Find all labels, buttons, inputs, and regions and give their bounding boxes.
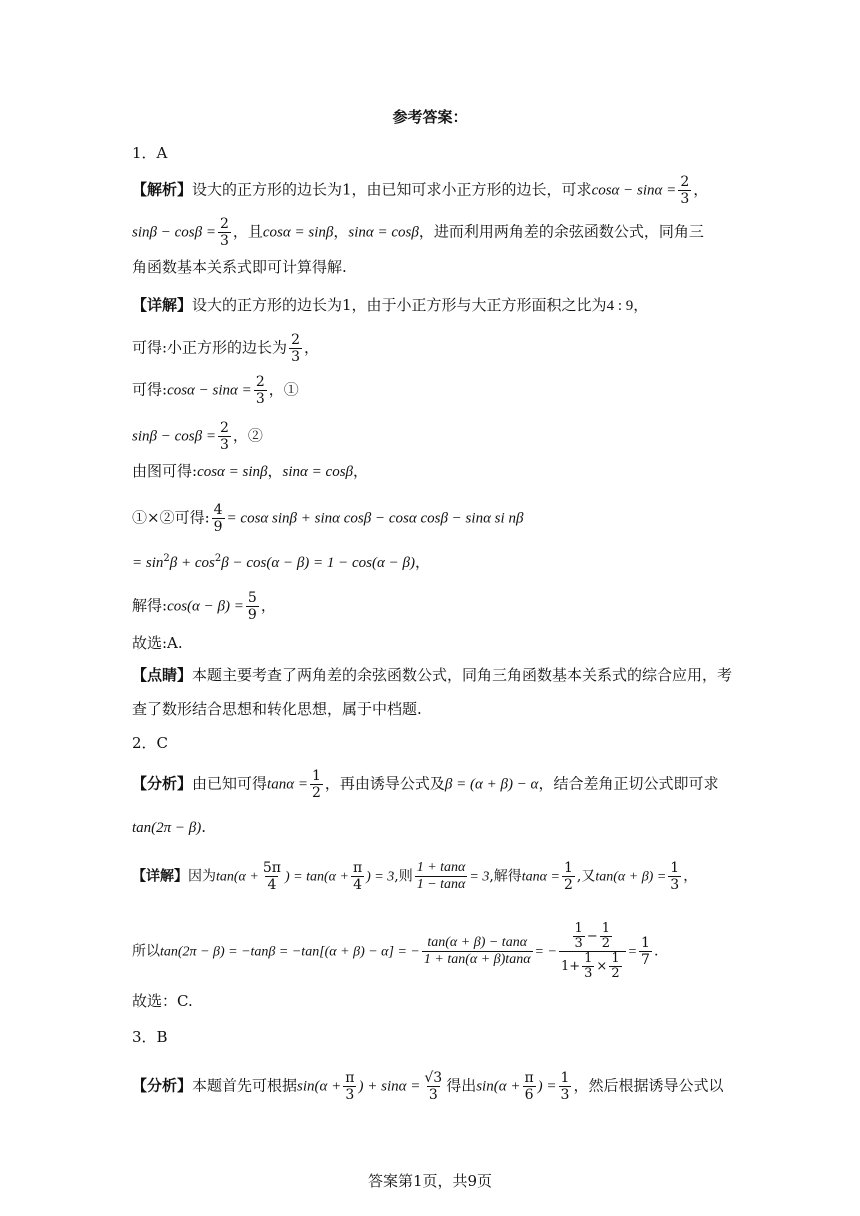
text: ，① <box>268 380 299 399</box>
q1-detail-line5: 由图可得:cosα = sinβ，sinα = cosβ， <box>132 462 369 480</box>
analysis-tag: 【解析】 <box>132 180 193 199</box>
text: 由图可得: <box>132 462 198 480</box>
denominator: 2 <box>611 966 620 981</box>
numerator: 5π <box>262 860 281 876</box>
fraction <box>246 590 259 623</box>
fraction <box>562 860 575 893</box>
math: = <box>627 944 638 960</box>
fraction <box>559 1070 572 1103</box>
fraction <box>600 922 612 951</box>
fraction <box>678 174 691 207</box>
math: = − <box>534 944 557 960</box>
q2-detail-line1 <box>132 860 732 893</box>
fraction <box>573 922 585 951</box>
denominator: 3 <box>345 1087 355 1103</box>
fraction <box>522 1070 535 1103</box>
numerator: 2 <box>680 174 690 190</box>
text: 所以 <box>132 943 160 960</box>
denominator: 3 <box>560 1087 570 1103</box>
numerator: 1 + tanα <box>416 860 466 875</box>
q3-number: 3．B <box>132 1028 168 1046</box>
text: ， <box>260 596 276 615</box>
numerator: π <box>524 1070 534 1086</box>
q2-detail-line2 <box>132 922 732 981</box>
comment-tag: 【点睛】 <box>132 666 193 684</box>
text: 设大的正方形的边长为1，由于小正方形与大正方形面积之比为 <box>192 296 607 314</box>
denominator: 3 <box>574 936 583 951</box>
analysis-tag: 【分析】 <box>132 1076 193 1095</box>
fraction <box>289 332 302 365</box>
numerator: tan(α + β) − tanα <box>427 935 528 950</box>
fraction <box>218 216 231 249</box>
text: ， <box>414 553 430 571</box>
math: cosα − sinα = <box>591 182 677 199</box>
numerator: 1 <box>584 951 593 966</box>
math: β = (α + β) − α <box>444 776 539 793</box>
text: ， <box>353 462 369 480</box>
q1-analysis-line2 <box>132 216 732 249</box>
fraction <box>351 860 364 893</box>
denominator: 1+ $\frac{1}{3}$ × $\frac{1}{2}$ <box>559 951 626 981</box>
text: ， <box>683 868 698 885</box>
numerator: 2 <box>219 420 229 436</box>
text: 得出 <box>446 1076 477 1095</box>
math: 4 : 9 <box>606 298 634 314</box>
math: sin(α + <box>476 1078 521 1095</box>
denominator: 4 <box>267 877 277 893</box>
denominator: 3 <box>291 349 300 365</box>
denominator: 9 <box>247 607 257 623</box>
math: ) = tan(α + <box>284 869 349 885</box>
fraction <box>218 420 231 453</box>
numerator: 1 <box>670 860 680 876</box>
denominator: 1 + tan(α + β)tanα <box>423 952 531 967</box>
q1-analysis-line1 <box>132 174 732 207</box>
text: 设大的正方形的边长为1，由已知可求小正方形的边长，可求 <box>192 180 592 199</box>
numerator: π <box>345 1070 355 1086</box>
denominator: 2 <box>563 877 573 893</box>
text: ， <box>693 180 709 199</box>
page-footer: 答案第1页，共9页 <box>367 1172 493 1190</box>
text: . <box>201 818 207 836</box>
math: ) = <box>537 1078 557 1095</box>
numerator: 2 <box>255 374 265 390</box>
q1-comment-line2: 查了数形结合思想和转化思想，属于中档题. <box>132 700 422 718</box>
q1-detail-line2 <box>132 332 732 365</box>
denominator: 3 <box>219 233 229 249</box>
fraction <box>422 1070 444 1103</box>
denominator: 3 <box>255 391 265 407</box>
text: 可得:小正方形的边长为 <box>132 338 288 357</box>
math: sinβ − cosβ = <box>132 428 216 445</box>
math: ) = 3 <box>366 869 395 885</box>
q2-choice: 故选：C. <box>132 992 193 1010</box>
fraction <box>609 952 621 981</box>
text: 本题首先可根据 <box>192 1076 298 1095</box>
numerator: 2 <box>291 332 300 348</box>
numerator: 1 <box>574 921 583 936</box>
numerator: π <box>352 860 363 876</box>
numerator: 1 <box>311 768 321 784</box>
fraction <box>212 502 225 535</box>
text: 解得: <box>132 596 168 615</box>
text: ，且 <box>232 222 263 241</box>
fraction <box>582 952 594 981</box>
numerator: 1 <box>611 951 620 966</box>
text: ，结合差角正切公式即可求 <box>538 774 719 793</box>
denominator: 6 <box>524 1087 534 1103</box>
numerator: $\frac{1}{3}$ − $\frac{1}{2}$ <box>574 921 610 951</box>
q2-analysis-line2 <box>132 816 732 839</box>
q1-detail-line7 <box>132 548 732 574</box>
math: tanα = <box>267 776 308 793</box>
math: cos(α − β) = <box>167 598 244 615</box>
q1-detail-line6 <box>132 502 732 535</box>
numerator: 1 <box>641 935 650 951</box>
math: tan(2π − β) <box>132 820 202 836</box>
text: ,则 <box>394 868 413 885</box>
math: sinα = cosβ <box>348 224 419 241</box>
numerator: √3 <box>424 1070 443 1086</box>
numerator: 1 <box>560 1070 570 1086</box>
text: . <box>653 943 659 960</box>
fraction <box>261 860 283 893</box>
numerator: 1 <box>601 921 610 936</box>
denominator: 3 <box>428 1087 438 1103</box>
fraction <box>422 935 533 968</box>
text: ， <box>333 222 349 241</box>
q1-detail-line8 <box>132 590 732 623</box>
q3-analysis-line1 <box>132 1070 732 1103</box>
q1-choice: 故选:A. <box>132 634 183 652</box>
q1-detail-line3 <box>132 374 732 407</box>
fraction <box>639 935 652 968</box>
denominator: 2 <box>601 936 610 951</box>
math: tanα = <box>521 869 560 885</box>
text: ，然后根据诱导公式以 <box>573 1076 724 1095</box>
q2-number: 2．C <box>132 734 169 752</box>
q1-analysis-line3: 角函数基本关系式即可计算得解. <box>132 258 347 276</box>
math: tan(α + β) = <box>595 869 667 885</box>
numerator: 5 <box>247 590 257 606</box>
denominator: 3 <box>584 966 593 981</box>
denominator: 3 <box>670 877 680 893</box>
text: ，② <box>232 426 263 445</box>
math: cosα − sinα = <box>167 382 252 399</box>
q2-analysis-line1 <box>132 768 732 801</box>
text: ，再由诱导公式及 <box>324 774 445 793</box>
text: ①×②可得: <box>132 508 210 527</box>
text: 本题主要考查了两角差的余弦函数公式，同角三角函数基本关系式的综合应用，考 <box>192 666 733 684</box>
fraction <box>343 1070 356 1103</box>
page-title: 参考答案： <box>392 108 468 126</box>
text: 由已知可得 <box>192 774 268 793</box>
math: = 3 <box>469 869 490 885</box>
text: ， <box>303 338 319 357</box>
numerator: 4 <box>213 502 223 518</box>
analysis-tag: 【分析】 <box>132 774 193 793</box>
math: tan(2π − β) = −tanβ = −tan[(α + β) − α] = − <box>160 944 420 960</box>
detail-tag: 【详解】 <box>132 296 193 314</box>
math: sinα = cosβ <box>282 464 354 480</box>
math: = sin <box>132 555 164 571</box>
q1-comment-line1 <box>132 664 732 686</box>
math: cosα = sinβ <box>197 464 268 480</box>
denominator: 7 <box>641 952 650 968</box>
text: 可得: <box>132 380 168 399</box>
text: ，进而利用两角差的余弦函数公式，同角三 <box>418 222 704 241</box>
q1-detail-line1 <box>132 294 732 317</box>
fraction <box>415 860 468 893</box>
fraction <box>310 768 323 801</box>
denominator: 1 − tanα <box>416 877 466 892</box>
q1-number: 1．A <box>132 144 168 162</box>
text: 因为 <box>188 868 216 885</box>
numerator: 2 <box>219 216 229 232</box>
fraction <box>254 374 267 407</box>
denominator: 9 <box>213 519 223 535</box>
text: ,解得 <box>489 868 522 885</box>
math: β + cos <box>169 555 215 571</box>
math: β − cos(α − β) = 1 − cos(α − β) <box>221 555 415 571</box>
nested-fraction <box>559 922 626 981</box>
math: cosα = sinβ <box>262 224 334 241</box>
text: ， <box>633 296 649 314</box>
math: = cosα sinβ + sinα cosβ − cosα cosβ − sinα si nβ <box>226 510 524 527</box>
denominator: 4 <box>353 877 362 893</box>
denominator: 2 <box>311 785 321 801</box>
denominator: 3 <box>680 191 690 207</box>
text: ,又 <box>576 868 596 885</box>
numerator: 1 <box>563 860 573 876</box>
fraction <box>668 860 681 893</box>
exponent: 2 <box>214 553 222 564</box>
exponent: 2 <box>163 553 170 564</box>
math: tan(α + <box>216 869 259 885</box>
detail-tag: 【详解】 <box>132 868 188 885</box>
denominator: 3 <box>219 437 229 453</box>
math: ) + sinα = <box>358 1078 421 1095</box>
q1-detail-line4 <box>132 420 732 453</box>
math: sinβ − cosβ = <box>132 224 216 241</box>
math: sin(α + <box>297 1078 342 1095</box>
